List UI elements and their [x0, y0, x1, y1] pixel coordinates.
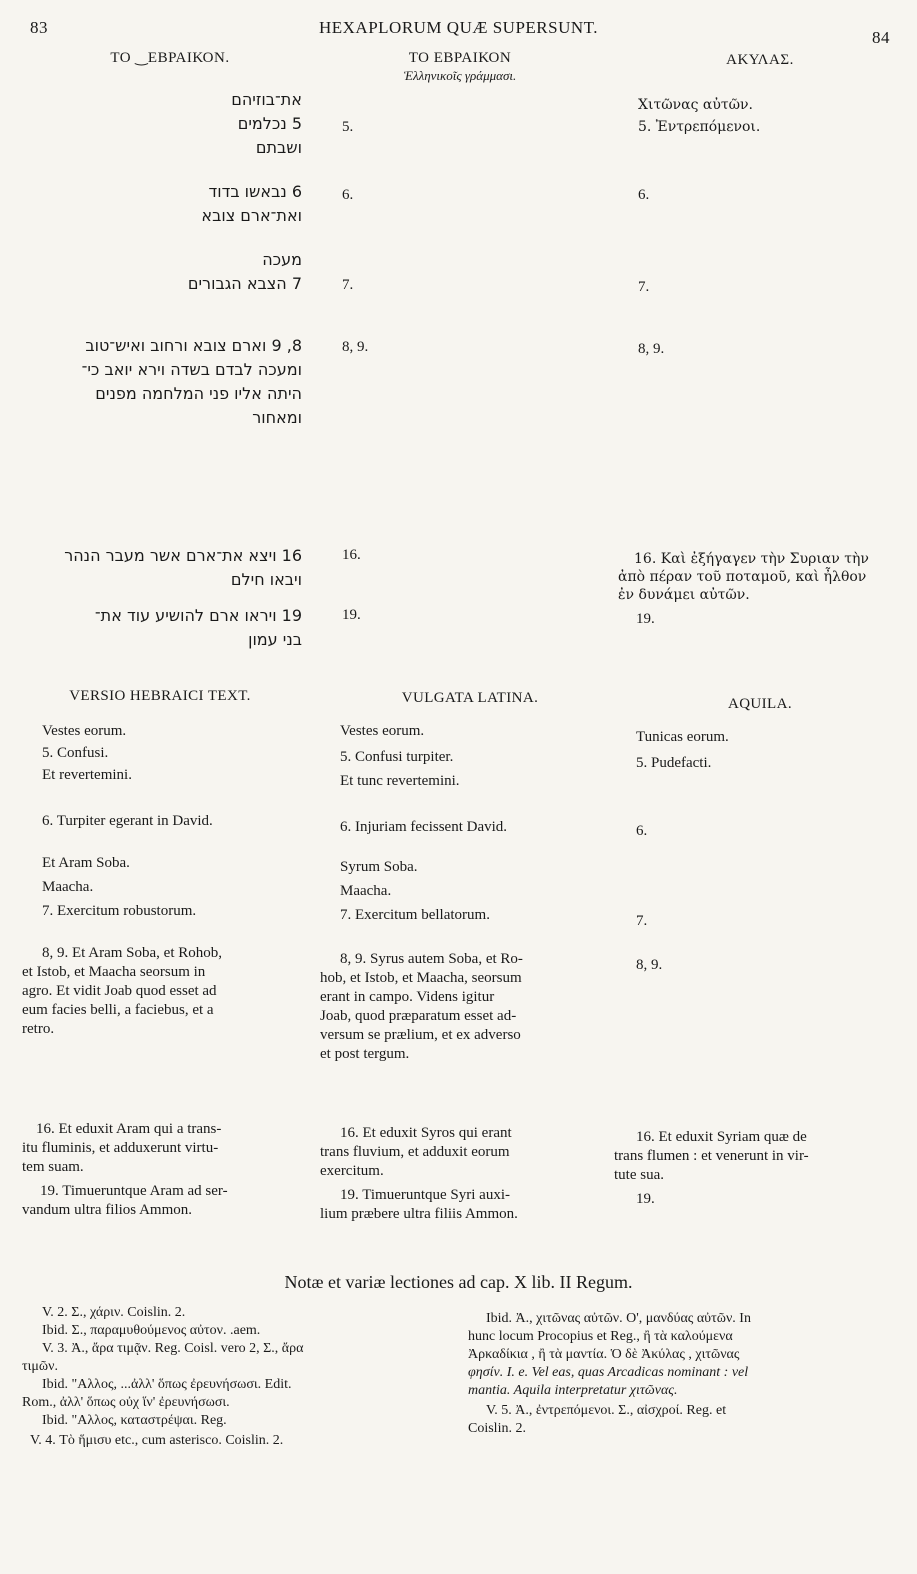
col-translit-title: ΤΟ ΕΒΡΑΙΚΟΝ	[408, 50, 512, 66]
verse-number: 6.	[638, 187, 650, 203]
vulgata-line: lium præbere ultra filiis Ammon.	[320, 1206, 518, 1222]
aquila-latin-line: trans flumen : et venerunt in vir-	[614, 1148, 809, 1164]
vulgata-line: versum se prælium, et ex adverso	[320, 1027, 521, 1043]
hebrew-line: ומאחור	[252, 408, 302, 427]
versio-line: Et Aram Soba.	[42, 855, 130, 871]
vulgata-line: Et tunc revertemini.	[340, 773, 460, 789]
verse-number: 19.	[636, 611, 655, 627]
note-line: V. 3. Ἀ., ἄρα τιμᾷν. Reg. Coisl. vero 2, Σ., ἄρα	[42, 1341, 304, 1356]
note-line: V. 4. Τὸ ἥμισυ etc., cum asterisco. Coislin. 2.	[30, 1433, 284, 1448]
versio-line: vandum ultra filios Ammon.	[22, 1202, 192, 1218]
aquila-line: Χιτῶνας αὐτῶν.	[638, 97, 753, 113]
verse-number: 8, 9.	[636, 957, 663, 973]
vulgata-line: Vestes eorum.	[340, 723, 425, 739]
notes-title: Notæ et variæ lectiones ad cap. X lib. II Regum.	[284, 1272, 633, 1292]
vulgata-line: erant in campo. Videns igitur	[320, 989, 495, 1005]
hebrew-line: 5 נכלמים	[237, 114, 302, 133]
verse-number: 6.	[342, 187, 354, 203]
hebrew-line: ואת־ארם צובא	[201, 206, 302, 225]
versio-line: Maacha.	[42, 879, 94, 895]
note-line: τιμῶν.	[22, 1359, 58, 1374]
versio-line: Et revertemini.	[42, 767, 132, 783]
vulgata-heading: VULGATA LATINA.	[401, 690, 539, 706]
note-line: Ibid. Ἀ., χιτῶνας αὐτῶν. Ο', μανδύας αὐτῶν. In	[486, 1311, 751, 1326]
aquila-line: 5. Ἐντρεπόμενοι.	[638, 119, 761, 135]
versio-line: 16. Et eduxit Aram qui a trans-	[36, 1121, 222, 1137]
vulgata-line: Syrum Soba.	[340, 859, 418, 875]
aquila-line: 16. Καὶ ἐξήγαγεν τὴν Συριαν τὴν	[634, 551, 869, 567]
hebrew-line: ושבתם	[255, 138, 302, 157]
aquila-line: ἐν δυνάμει αὐτῶν.	[618, 587, 750, 603]
aquila-latin-line: Tunicas eorum.	[636, 729, 729, 745]
hebrew-line: 8, 9 וארם צובא ורחוב ואיש־טוב	[85, 336, 302, 355]
col-hebrew-title: ΤΟ ‿ΕΒΡΑΙΚΟΝ.	[110, 50, 230, 66]
hebrew-line: 16 ויצא את־ארם אשר מעבר הנהר	[64, 546, 302, 565]
verse-number: 8, 9.	[638, 341, 665, 357]
note-line: Ἀρκαδίκια , ἢ τὰ μαντία. Ὁ δὲ Ἀκύλας , χιτῶνας	[468, 1347, 740, 1362]
vulgata-line: Maacha.	[340, 883, 392, 899]
hebrew-line: מעכה	[262, 250, 302, 269]
verse-number: 19.	[342, 607, 361, 623]
versio-line: retro.	[22, 1021, 55, 1037]
verse-number: 8, 9.	[342, 339, 369, 355]
hebrew-line: בני עמון	[248, 630, 302, 649]
versio-heading: VERSIO HEBRAICI TEXT.	[69, 688, 251, 704]
note-line: Rom., ἀλλ' ὅπως οὐχ ἵν' ἐρευνήσωσι.	[22, 1395, 230, 1410]
verse-number: 5.	[342, 119, 354, 135]
vulgata-line: 8, 9. Syrus autem Soba, et Ro-	[340, 951, 523, 967]
aquila-line: ἀπὸ πέραν τοῦ ποταμοῦ, καὶ ἦλθον	[618, 569, 867, 585]
vulgata-line: 7. Exercitum bellatorum.	[340, 907, 490, 923]
vulgata-line: exercitum.	[320, 1163, 384, 1179]
note-line: φησίν. I. e. Vel eas, quas Arcadicas nominant : vel	[468, 1365, 749, 1380]
hebrew-line: היתה אליו פני המלחמה מפנים	[95, 384, 302, 403]
hebrew-line: 6 נבאשו בדוד	[208, 182, 302, 201]
hebrew-line: 19 ויראו ארם להושיע עוד את־	[94, 606, 302, 625]
page-number-left: 83	[30, 18, 48, 37]
versio-line: itu fluminis, et adduxerunt virtu-	[22, 1140, 219, 1156]
vulgata-line: et post tergum.	[320, 1046, 410, 1062]
versio-line: eum facies belli, a faciebus, et a	[22, 1002, 214, 1018]
versio-line: Vestes eorum.	[42, 723, 127, 739]
verse-number: 6.	[636, 823, 648, 839]
versio-line: agro. Et vidit Joab quod esset ad	[22, 983, 217, 999]
aquila-latin-line: 5. Pudefacti.	[636, 755, 712, 771]
hebrew-line: את־בוזיהם	[231, 90, 302, 109]
verse-number: 19.	[636, 1191, 655, 1207]
hebrew-line: 7 הצבא הגבורים	[187, 274, 302, 293]
vulgata-line: 19. Timueruntque Syri auxi-	[340, 1187, 511, 1203]
hebrew-line: ומעכה לבדם בשדה וירא יואב כי־	[81, 360, 302, 379]
note-line: V. 5. Ἀ., ἐντρεπόμενοι. Σ., αἰσχροί. Reg. et	[486, 1403, 727, 1418]
running-title: HEXAPLORUM QUÆ SUPERSUNT.	[318, 18, 599, 37]
vulgata-line: trans fluvium, et adduxit eorum	[320, 1144, 510, 1160]
note-line: Ibid. "Αλλος, ...ἀλλ' ὅπως ἐρευνήσωσι. Edit.	[42, 1377, 292, 1392]
vulgata-line: 16. Et eduxit Syros qui erant	[340, 1125, 512, 1141]
vulgata-line: Joab, quod præparatum esset ad-	[320, 1008, 517, 1024]
note-line: Ibid. Σ., παραμυθούμενος αὐτον. .aem.	[42, 1323, 261, 1338]
versio-line: 6. Turpiter egerant in David.	[42, 813, 213, 829]
versio-line: 5. Confusi.	[42, 745, 109, 761]
vulgata-line: hob, et Istob, et Maacha, seorsum	[320, 970, 522, 986]
note-line: Coislin. 2.	[468, 1421, 526, 1436]
verse-number: 7.	[638, 279, 650, 295]
note-line: V. 2. Σ., χάριν. Coislin. 2.	[42, 1305, 186, 1320]
verse-number: 7.	[342, 277, 354, 293]
verse-number: 16.	[342, 547, 361, 563]
vulgata-line: 5. Confusi turpiter.	[340, 749, 454, 765]
hebrew-line: ויבאו חילם	[230, 570, 302, 589]
aquila-latin-line: tute sua.	[614, 1167, 664, 1183]
col-aquila-title: ΑΚΥΛΑΣ.	[726, 52, 794, 68]
aquila-latin-heading: AQUILA.	[727, 696, 793, 712]
versio-line: tem suam.	[22, 1159, 84, 1175]
note-line: mantia. Aquila interpretatur χιτῶνας.	[468, 1383, 678, 1398]
versio-line: et Istob, et Maacha seorsum in	[22, 964, 206, 980]
versio-line: 19. Timueruntque Aram ad ser-	[40, 1183, 228, 1199]
versio-line: 7. Exercitum robustorum.	[42, 903, 197, 919]
note-line: hunc locum Procopius et Reg., ἢ τὰ καλούμενα	[468, 1329, 733, 1344]
col-translit-subtitle: Ἑλληνικοῖς γράμμασι.	[403, 68, 517, 83]
verse-number: 7.	[636, 913, 648, 929]
page-number-right: 84	[872, 28, 890, 47]
aquila-latin-line: 16. Et eduxit Syriam quæ de	[636, 1129, 807, 1145]
vulgata-line: 6. Injuriam fecissent David.	[340, 819, 508, 835]
versio-line: 8, 9. Et Aram Soba, et Rohob,	[42, 945, 222, 961]
note-line: Ibid. "Αλλος, καταστρέψαι. Reg.	[42, 1413, 227, 1428]
